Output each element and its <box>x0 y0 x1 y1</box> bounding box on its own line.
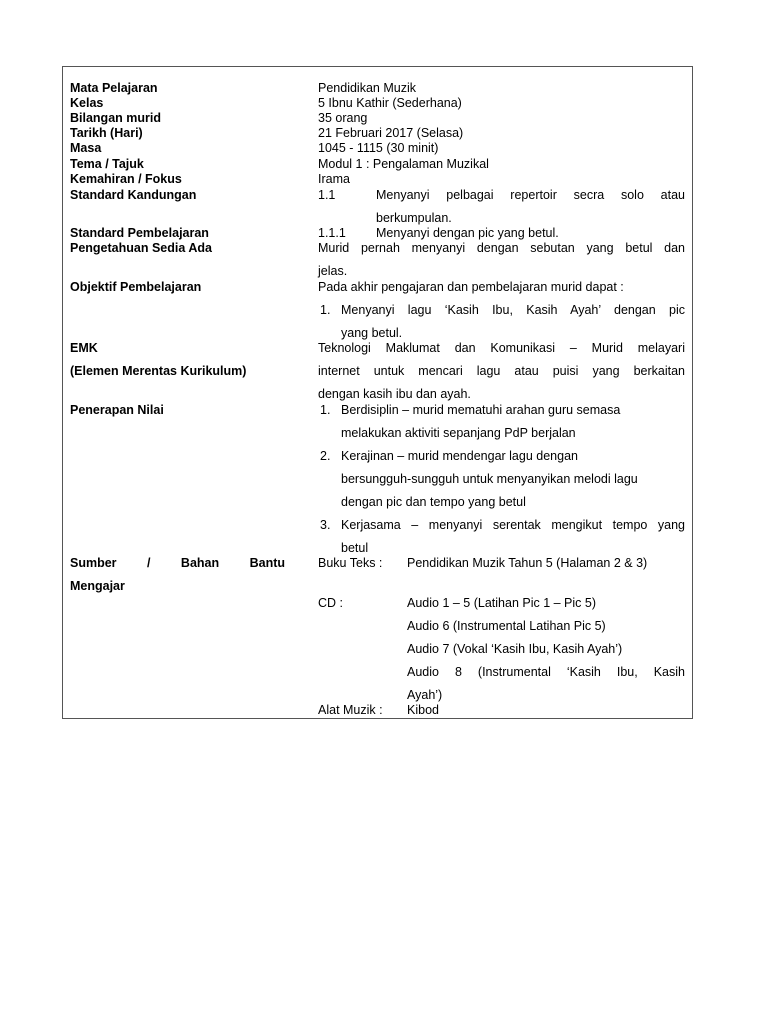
alat-muzik-value: Kibod <box>407 703 439 717</box>
label-kemahiran: Kemahiran / Fokus <box>70 172 182 186</box>
objektif-intro: Pada akhir pengajaran dan pembelajaran murid dapat : <box>318 280 624 294</box>
value-kelas: 5 Ibnu Kathir (Sederhana) <box>318 96 462 110</box>
label-tema: Tema / Tajuk <box>70 157 144 171</box>
nilai-3-number: 3. <box>320 518 331 532</box>
emk-line3: dengan kasih ibu dan ayah. <box>318 387 471 401</box>
label-objektif: Objektif Pembelajaran <box>70 280 202 294</box>
nilai-1-line2: melakukan aktiviti sepanjang PdP berjalan <box>341 426 576 440</box>
label-masa: Masa <box>70 141 102 155</box>
nilai-2-number: 2. <box>320 449 331 463</box>
sk-text-line2: berkumpulan. <box>376 211 452 225</box>
value-kemahiran: Irama <box>318 172 350 186</box>
label-standard-kandungan: Standard Kandungan <box>70 188 197 202</box>
emk-line2: internet untuk mencari lagu atau puisi yang berkaitan <box>318 364 685 378</box>
pengetahuan-line1: Murid pernah menyanyi dengan sebutan yang betul dan <box>318 241 685 255</box>
cd-label: CD : <box>318 596 343 610</box>
label-bilangan-murid: Bilangan murid <box>70 111 161 125</box>
label-emk-full: (Elemen Merentas Kurikulum) <box>70 364 247 378</box>
sk-number: 1.1 <box>318 188 336 202</box>
alat-muzik-label: Alat Muzik : <box>318 703 383 717</box>
sk-text-line1: Menyanyi pelbagai repertoir secra solo atau <box>376 188 685 202</box>
objektif-item-line2: yang betul. <box>341 326 403 340</box>
buku-teks-value: Pendidikan Muzik Tahun 5 (Halaman 2 & 3) <box>407 556 648 570</box>
value-bilangan-murid: 35 orang <box>318 111 368 125</box>
label-sumber-line2: Mengajar <box>70 579 125 593</box>
label-pengetahuan: Pengetahuan Sedia Ada <box>70 241 212 255</box>
label-nilai: Penerapan Nilai <box>70 403 164 417</box>
buku-teks-label: Buku Teks : <box>318 556 383 570</box>
value-tarikh: 21 Februari 2017 (Selasa) <box>318 126 464 140</box>
label-kelas: Kelas <box>70 96 104 110</box>
pengetahuan-line2: jelas. <box>318 264 348 278</box>
value-masa: 1045 - 1115 (30 minit) <box>318 141 439 155</box>
nilai-2-line1: Kerajinan – murid mendengar lagu dengan <box>341 449 578 463</box>
cd-item-4-line1: Audio 8 (Instrumental ‘Kasih Ibu, Kasih <box>407 665 685 679</box>
nilai-1-number: 1. <box>320 403 331 417</box>
label-standard-pembelajaran: Standard Pembelajaran <box>70 226 209 240</box>
value-tema: Modul 1 : Pengalaman Muzikal <box>318 157 489 171</box>
label-tarikh: Tarikh (Hari) <box>70 126 143 140</box>
nilai-3-line2: betul <box>341 541 369 555</box>
nilai-3-line1: Kerjasama – menyanyi serentak mengikut tempo yang <box>341 518 685 532</box>
value-mata-pelajaran: Pendidikan Muzik <box>318 81 416 95</box>
nilai-2-line3: dengan pic dan tempo yang betul <box>341 495 526 509</box>
sp-text: Menyanyi dengan pic yang betul. <box>376 226 559 240</box>
cd-item-3: Audio 7 (Vokal ‘Kasih Ibu, Kasih Ayah’) <box>407 642 623 656</box>
label-sumber-line1: Sumber / Bahan Bantu <box>70 556 285 570</box>
cd-item-1: Audio 1 – 5 (Latihan Pic 1 – Pic 5) <box>407 596 597 610</box>
objektif-item-line1: Menyanyi lagu ‘Kasih Ibu, Kasih Ayah’ dengan pic <box>341 303 685 317</box>
label-mata-pelajaran: Mata Pelajaran <box>70 81 158 95</box>
label-emk: EMK <box>70 341 98 355</box>
sp-number: 1.1.1 <box>318 226 346 240</box>
emk-line1: Teknologi Maklumat dan Komunikasi – Murid melayari <box>318 341 685 355</box>
cd-item-2: Audio 6 (Instrumental Latihan Pic 5) <box>407 619 606 633</box>
nilai-2-line2: bersungguh-sungguh untuk menyanyikan melodi lagu <box>341 472 638 486</box>
nilai-1-line1: Berdisiplin – murid mematuhi arahan guru semasa <box>341 403 621 417</box>
cd-item-4-line2: Ayah’) <box>407 688 443 702</box>
objektif-item-number: 1. <box>320 303 331 317</box>
